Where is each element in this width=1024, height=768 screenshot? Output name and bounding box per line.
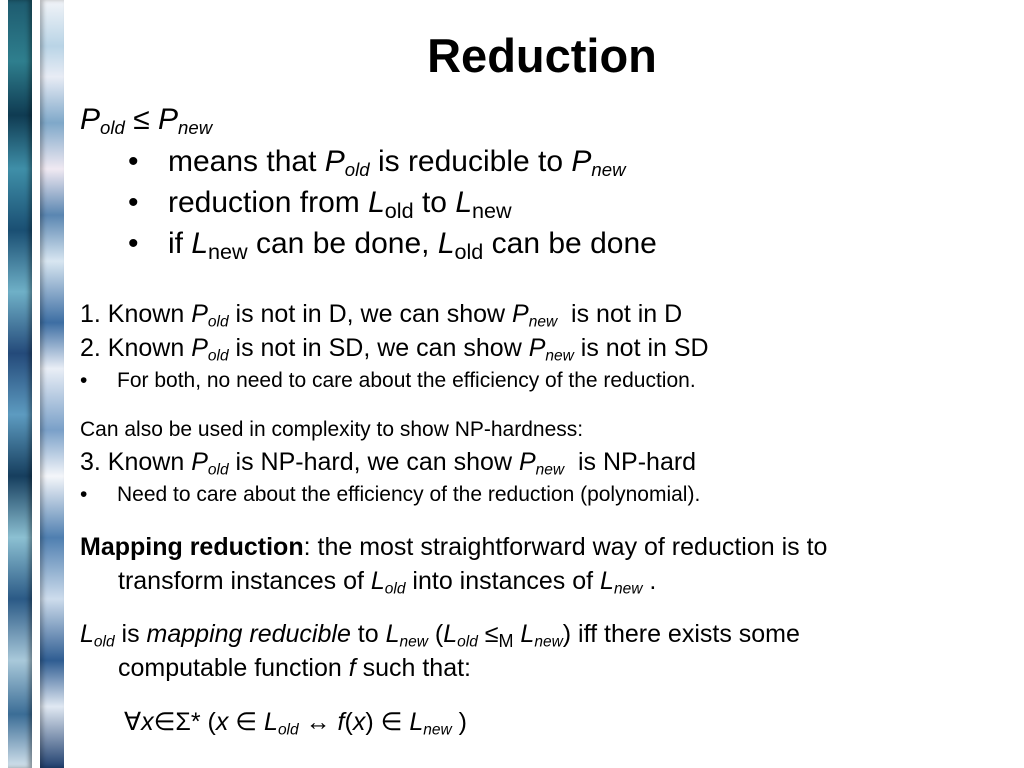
l-symbol: L <box>409 708 424 736</box>
old-subscript: old <box>100 117 125 139</box>
text: is not in SD, we can show <box>228 334 529 362</box>
text: can be done <box>483 227 657 260</box>
element-of-symbol: ∈ <box>228 708 265 736</box>
new-subscript: new <box>534 633 563 651</box>
text: means that <box>168 145 325 178</box>
text: Need to care about the efficiency of the reduction (polynomial). <box>117 483 701 506</box>
new-subscript: new <box>545 347 574 365</box>
text: ( <box>427 620 444 648</box>
new-subscript: new <box>535 461 565 479</box>
l-symbol: L <box>385 620 400 648</box>
slide-title: Reduction <box>427 29 657 82</box>
text: is not in D, we can show <box>228 300 513 328</box>
p-symbol: P <box>191 448 208 476</box>
p-symbol: P <box>80 103 101 136</box>
paren: ) <box>451 708 467 736</box>
leq-symbol: ≤ <box>477 620 499 648</box>
text: is <box>114 620 147 648</box>
bullet-marker: • <box>128 186 139 219</box>
decorative-strip-right <box>40 0 64 768</box>
old-subscript: old <box>457 633 478 651</box>
text: : the most straightforward way of reduction is to <box>303 533 828 561</box>
text: such that: <box>355 654 472 682</box>
new-subscript: new <box>528 313 558 331</box>
new-subscript: new <box>472 198 512 224</box>
p-symbol: P <box>191 334 208 362</box>
text: 1. Known <box>80 300 192 328</box>
old-subscript: old <box>207 347 229 365</box>
bullet-marker: • <box>128 227 139 260</box>
bullet-item <box>128 186 512 224</box>
element-of-symbol: ∈ <box>153 708 176 736</box>
text: For both, no need to care about the efficiency of the reduction. <box>117 369 696 392</box>
old-subscript: old <box>93 633 115 651</box>
text: 3. Known <box>80 448 192 476</box>
old-subscript: old <box>207 461 229 479</box>
l-symbol: L <box>600 567 614 595</box>
definition-line1 <box>80 620 800 652</box>
note-item <box>80 483 700 507</box>
forall-symbol: ∀ <box>124 708 142 736</box>
sigma-star-symbol: Σ* <box>175 708 201 736</box>
l-symbol: L <box>368 186 385 219</box>
paren: ) <box>365 708 374 736</box>
new-subscript: new <box>423 721 452 739</box>
note-item <box>80 369 696 393</box>
new-subscript: new <box>208 239 248 265</box>
text: . <box>642 567 657 595</box>
complexity-intro: Can also be used in complexity to show NP-hardness: <box>80 418 584 441</box>
text: to <box>413 186 456 219</box>
l-symbol: L <box>191 227 209 260</box>
text: 2. Known <box>80 334 192 362</box>
numbered-item-2 <box>80 334 709 363</box>
new-subscript: new <box>613 580 643 598</box>
old-subscript: old <box>454 239 484 265</box>
bullet-marker: • <box>128 145 139 178</box>
p-symbol: P <box>528 334 546 362</box>
term-bold: Mapping reduction <box>80 533 304 561</box>
text: into instances of <box>405 567 601 595</box>
p-symbol: P <box>158 103 179 136</box>
f-symbol: f <box>337 708 345 736</box>
bullet-marker: • <box>80 369 88 392</box>
p-symbol: P <box>571 145 592 178</box>
l-symbol: L <box>370 567 385 595</box>
old-subscript: old <box>344 159 370 181</box>
formula <box>124 707 467 737</box>
element-of-symbol: ∈ <box>373 708 410 736</box>
new-subscript: new <box>399 633 428 651</box>
text: can be done, <box>247 227 438 260</box>
text: is not in SD <box>573 334 709 362</box>
definition-line2 <box>118 654 471 683</box>
mapping-reduction-line1 <box>80 533 827 562</box>
leq-symbol: ≤ <box>133 103 150 136</box>
p-symbol: P <box>512 300 529 328</box>
x-symbol: x <box>352 708 366 736</box>
numbered-item-1 <box>80 300 682 329</box>
bullet-item <box>128 227 657 265</box>
text: is NP-hard <box>564 448 697 476</box>
l-symbol: L <box>443 620 458 648</box>
p-symbol: P <box>324 145 345 178</box>
l-symbol: L <box>80 620 94 648</box>
x-symbol: x <box>141 708 154 736</box>
text: reduction from <box>168 186 369 219</box>
paren: ( <box>344 708 353 736</box>
m-subscript: M <box>498 631 514 652</box>
new-subscript: new <box>591 159 626 181</box>
iff-arrow-symbol: ↔ <box>298 708 338 736</box>
l-symbol: L <box>455 186 472 219</box>
decorative-strip-left <box>8 0 32 768</box>
old-subscript: old <box>277 721 299 739</box>
paren: ( <box>200 708 216 736</box>
text: computable function <box>118 654 349 682</box>
text: is NP-hard, we can show <box>228 448 519 476</box>
text: transform instances of <box>118 567 371 595</box>
p-symbol: P <box>191 300 208 328</box>
l-symbol: L <box>513 620 535 648</box>
text: if <box>168 227 192 260</box>
p-symbol: P <box>518 448 536 476</box>
bullet-marker: • <box>80 483 88 506</box>
term-italic: mapping reducible <box>146 620 351 648</box>
old-subscript: old <box>207 313 229 331</box>
new-subscript: new <box>178 117 213 139</box>
bullet-item <box>128 145 626 179</box>
x-symbol: x <box>215 708 229 736</box>
f-symbol: f <box>348 654 356 682</box>
l-symbol: L <box>264 708 278 736</box>
numbered-item-3 <box>80 448 696 477</box>
old-subscript: old <box>384 580 406 598</box>
text: ) iff there exists some <box>562 620 800 648</box>
old-subscript: old <box>384 198 414 224</box>
text: to <box>350 620 386 648</box>
header-relation <box>80 103 212 137</box>
text: is not in D <box>557 300 683 328</box>
text: is reducible to <box>369 145 572 178</box>
mapping-reduction-line2 <box>118 567 656 596</box>
l-symbol: L <box>437 227 455 260</box>
